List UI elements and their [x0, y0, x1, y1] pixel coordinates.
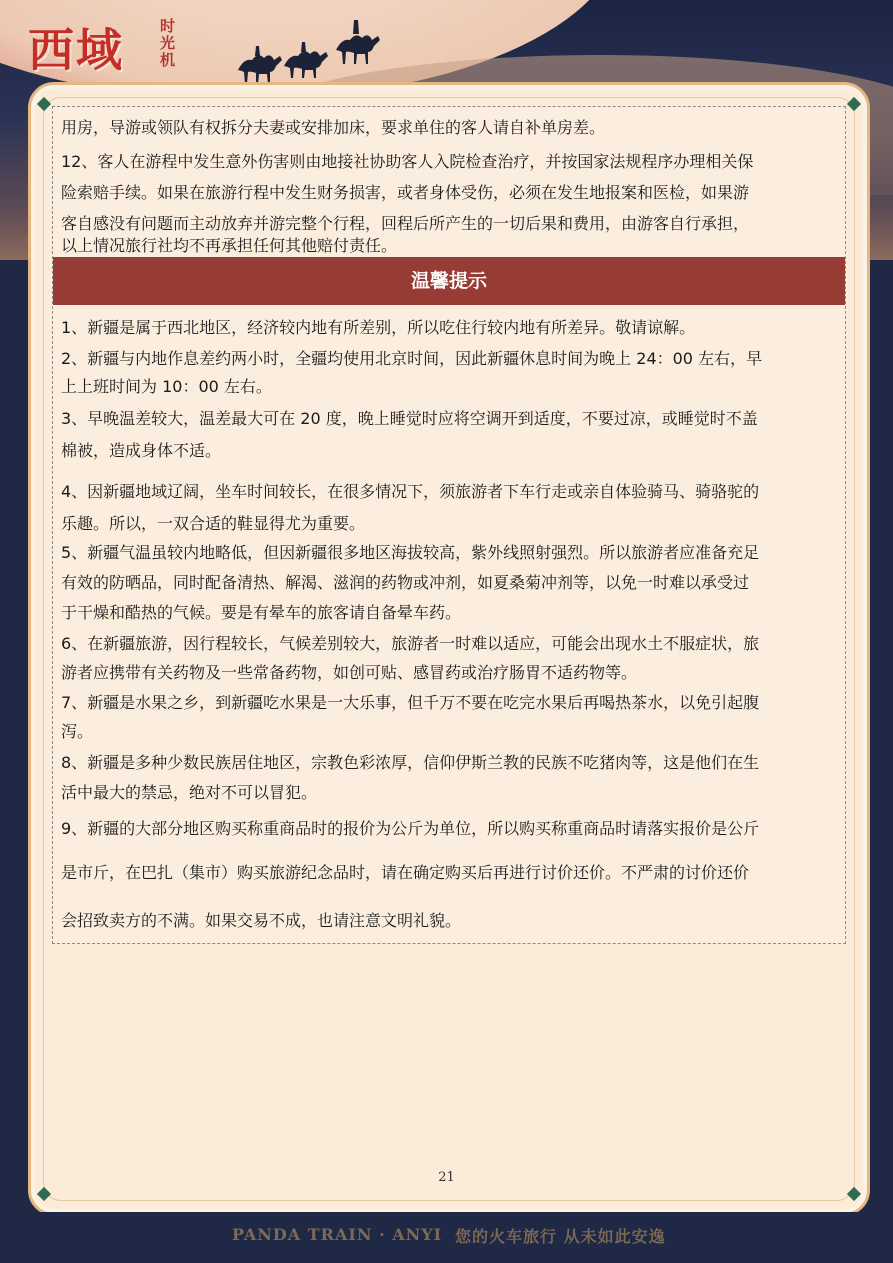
page-number: 21 [438, 1170, 455, 1185]
tip-line: 5、新疆气温虽较内地略低，但因新疆很多地区海拔较高，紫外线照射强烈。所以旅游者应准备充足 [61, 543, 760, 562]
tip-line: 会招致卖方的不满。如果交易不成，也请注意文明礼貌。 [61, 911, 462, 930]
tip-line: 活中最大的禁忌，绝对不可以冒犯。 [61, 783, 318, 802]
tip-line: 8、新疆是多种少数民族居住地区，宗教色彩浓厚，信仰伊斯兰教的民族不吃猪肉等，这是他们在生 [61, 753, 760, 772]
logo-text: 西域 [28, 23, 124, 77]
paragraph-line: 用房，导游或领队有权拆分夫妻或安排加床，要求单住的客人请自补单房差。 [61, 118, 606, 137]
paragraph-line: 险索赔手续。如果在旅游行程中发生财务损害，或者身体受伤，必须在发生地报案和医检，如果游 [61, 183, 750, 202]
tip-line: 4、因新疆地域辽阔，坐车时间较长，在很多情况下，须旅游者下车行走或亲自体验骑马、骑骆驼的 [61, 482, 760, 501]
tip-line: 乐趣。所以，一双合适的鞋显得尤为重要。 [61, 514, 366, 533]
tip-line: 9、新疆的大部分地区购买称重商品时的报价为公斤为单位，所以购买称重商品时请落实报价是公斤 [61, 819, 760, 838]
paragraph-line: 12、客人在游程中发生意外伤害则由地接社协助客人入院检查治疗，并按国家法规程序办理相关保 [61, 152, 754, 171]
paragraph-line: 客自感没有问题而主动放弃并游完整个行程，回程后所产生的一切后果和费用，由游客自行承担， [61, 214, 750, 233]
tip-line: 泻。 [61, 722, 94, 741]
logo-subtext: 时光机 [160, 17, 176, 69]
footer-brand: PANDA TRAIN · ANYI [232, 1225, 443, 1244]
tip-line: 上上班时间为 10：00 左右。 [61, 377, 272, 396]
section-title-banner: 温馨提示 [53, 257, 845, 305]
brand-logo [28, 12, 198, 84]
footer-slogan: 您的火车旅行 从未如此安逸 [455, 1227, 666, 1246]
tip-line: 游者应携带有关药物及一些常备药物，如创可贴、感冒药或治疗肠胃不适药物等。 [61, 663, 638, 682]
tip-line: 于干燥和酷热的气候。要是有晕车的旅客请自备晕车药。 [61, 603, 462, 622]
tip-line: 6、在新疆旅游，因行程较长，气候差别较大，旅游者一时难以适应，可能会出现水土不服症状，旅 [61, 634, 760, 653]
camel-caravan-icon [236, 4, 396, 84]
tip-line: 2、新疆与内地作息差约两小时，全疆均使用北京时间，因此新疆休息时间为晚上 24：00 左右，早 [61, 349, 763, 368]
tip-line: 有效的防晒品，同时配备清热、解渴、滋润的药物或冲剂，如夏桑菊冲剂等，以免一时难以承受过 [61, 573, 750, 592]
paragraph-line: 以上情况旅行社均不再承担任何其他赔付责任。 [61, 236, 398, 255]
content-box [52, 106, 846, 944]
tip-line: 7、新疆是水果之乡，到新疆吃水果是一大乐事，但千万不要在吃完水果后再喝热茶水，以免引起腹 [61, 693, 760, 712]
tip-line: 棉被，造成身体不适。 [61, 441, 222, 460]
footer-bar [0, 1212, 893, 1263]
tip-line: 1、新疆是属于西北地区，经济较内地有所差别，所以吃住行较内地有所差异。敬请谅解。 [61, 318, 696, 337]
tip-line: 是市斤，在巴扎（集市）购买旅游纪念品时，请在确定购买后再进行讨价还价。不严肃的讨价还价 [61, 863, 750, 882]
tip-line: 3、早晚温差较大，温差最大可在 20 度，晚上睡觉时应将空调开到适度，不要过凉，或睡觉时不盖 [61, 409, 758, 428]
